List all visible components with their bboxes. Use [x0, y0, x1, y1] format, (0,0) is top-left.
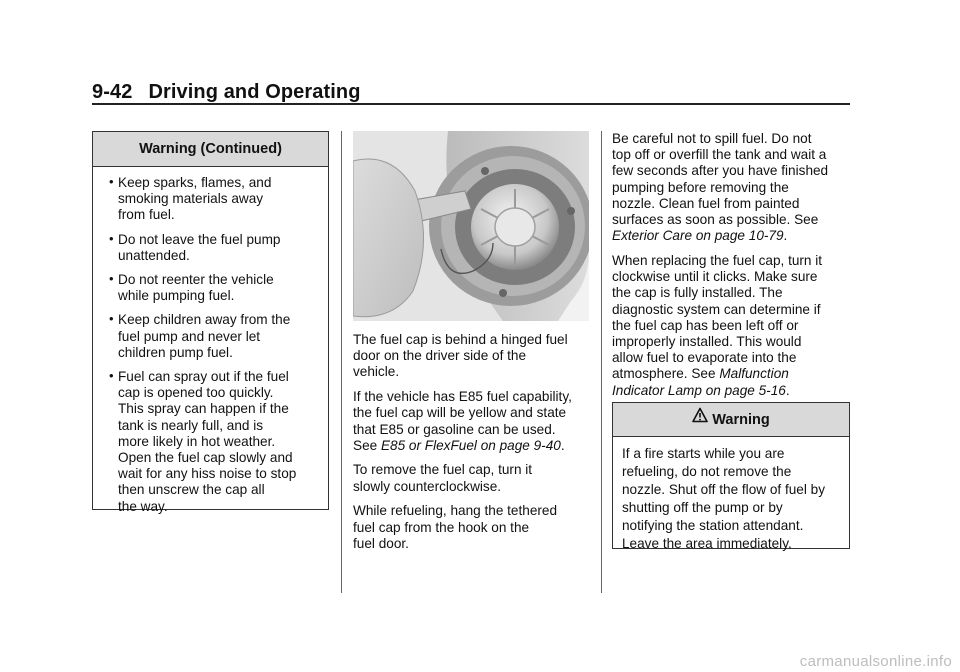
warning-title-text: Warning: [712, 412, 770, 428]
warning-title: [613, 403, 849, 437]
page-header: [92, 81, 361, 104]
bullet-icon: •: [109, 174, 114, 189]
page-number: 9-42: [92, 81, 133, 103]
warning-list-item: • Do not reenter the vehicle while pumping fuel.: [109, 271, 274, 304]
cross-reference-link[interactable]: Exterior Care on page 10-79: [612, 228, 784, 244]
watermark: carmanualsonline.info: [799, 653, 952, 670]
warning-list-item: • Do not leave the fuel pump unattended.: [109, 230, 281, 263]
warning-list-item: • Fuel can spray out if the fuel cap is opened too quickly. This spray can happen if the tank is nearly full, and is more likely in hot weather. Open the fuel cap slowly and wait for any hiss noise to stop then unscrew the cap all the way.: [109, 368, 297, 514]
warning-list-item: • Keep sparks, flames, and smoking materials away from fuel.: [109, 174, 272, 223]
paragraph: If the vehicle has E85 fuel capability, the fuel cap will be yellow and state that E85 or gasoline can be used. See E85 or FlexFuel on page 9-40.: [353, 389, 572, 453]
section-title: Driving and Operating: [148, 81, 361, 103]
warning-list-item: • Keep children away from the fuel pump and never let children pump fuel.: [109, 311, 291, 360]
paragraph: While refueling, hang the tethered fuel cap from the hook on the fuel door.: [353, 503, 558, 551]
warning-triangle-icon: [692, 402, 708, 436]
cross-reference-link[interactable]: Malfunction Indicator Lamp on page 5-16: [612, 366, 789, 398]
warning-body: If a fire starts while you are refueling, do not remove the nozzle. Shut off the flow of fuel by shutting off the pump or by notifying the station attendant. Leave the area immediately.: [622, 446, 826, 551]
column-divider-1: [341, 131, 342, 593]
paragraph: Be careful not to spill fuel. Do not top off or overfill the tank and wait a few seconds after you have finished pumping before removing the nozzle. Clean fuel from painted surfaces as soon as possible. See Exterior Care on page 10-79.: [612, 131, 829, 244]
warning-continued-title: Warning (Continued): [93, 132, 328, 167]
header-rule: [92, 103, 850, 105]
bullet-icon: •: [109, 230, 114, 246]
warning-continued-box: [92, 131, 329, 514]
paragraph: To remove the fuel cap, turn it slowly counterclockwise.: [353, 462, 533, 494]
paragraph: The fuel cap is behind a hinged fuel door on the driver side of the vehicle.: [353, 332, 568, 380]
fuel-door-photo: [353, 131, 589, 321]
column-divider-2: [601, 131, 602, 593]
bullet-icon: •: [109, 271, 114, 287]
paragraph: When replacing the fuel cap, turn it clockwise until it clicks. Make sure the cap is fully installed. The diagnostic system can determine if the fuel cap has been left off or improperly installed. This would allow fuel to evaporate into the atmosphere. See Malfunction Indicator Lamp on page 5-16.: [612, 252, 823, 398]
cross-reference-link[interactable]: E85 or FlexFuel on page 9-40: [380, 437, 561, 453]
column-2-text: [353, 332, 593, 560]
column-3-text: [612, 131, 852, 407]
warning-box: [612, 402, 850, 549]
fuel-door-illustration: [353, 131, 589, 321]
warning-list: [93, 167, 328, 515]
bullet-icon: •: [109, 368, 114, 384]
bullet-icon: •: [109, 311, 114, 327]
